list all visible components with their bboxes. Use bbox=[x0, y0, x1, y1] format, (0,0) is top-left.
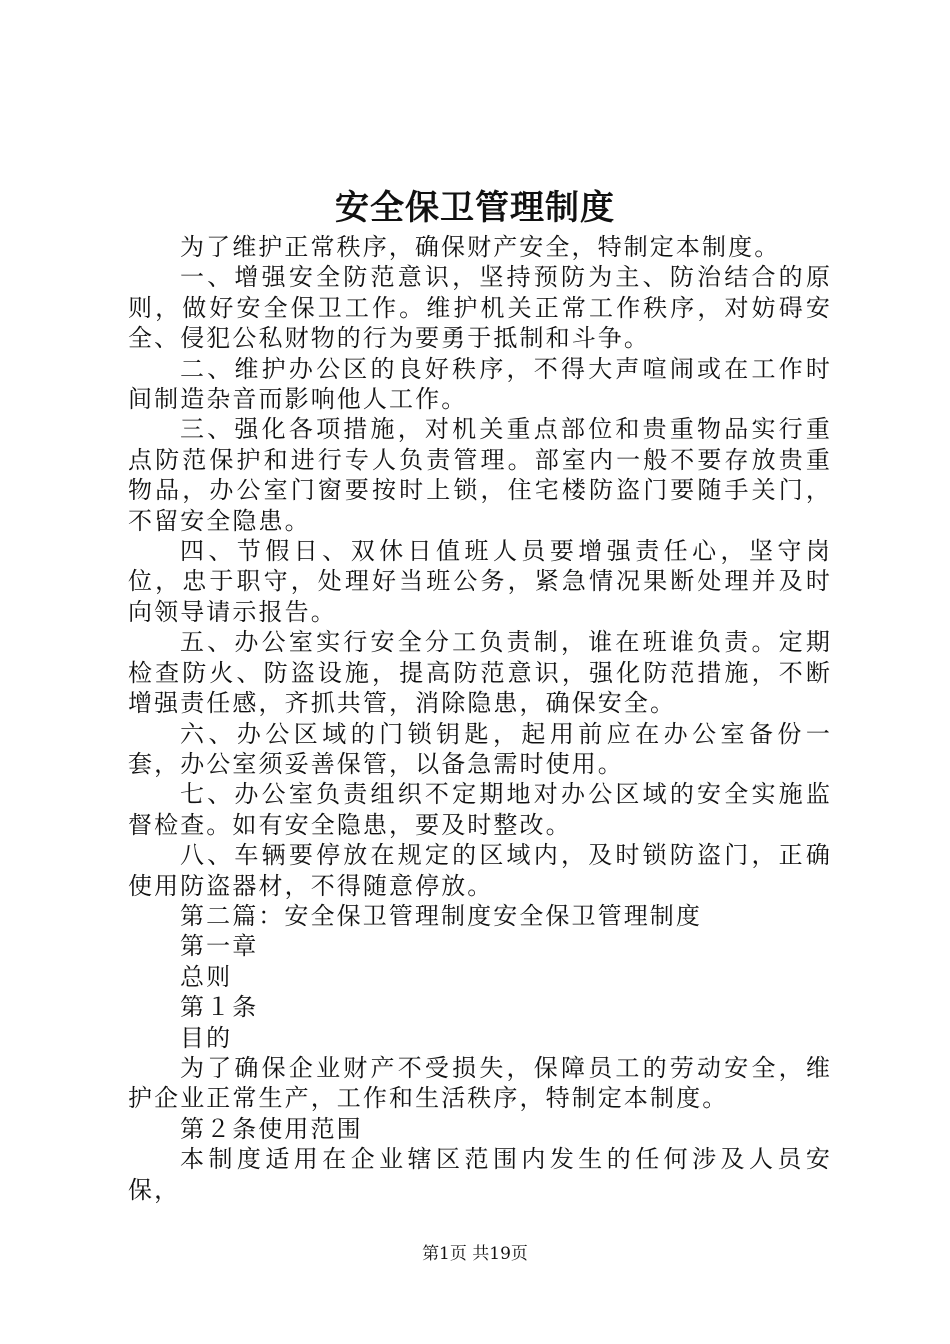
paragraph-intro: 为了维护正常秩序，确保财产安全，特制定本制度。 bbox=[180, 233, 781, 261]
paragraph-4: 四、节假日、双休日值班人员要增强责任心，坚守岗位，忠于职守，处理好当班公务，紧急情况果断处理并及时向领导请示报告。 bbox=[128, 537, 832, 626]
paragraph-3: 三、强化各项措施，对机关重点部位和贵重物品实行重点防范保护和进行专人负责管理。部室内一般不要存放贵重物品，办公室门窗要按时上锁，住宅楼防盗门要随手关门，不留安全隐患。 bbox=[128, 415, 832, 535]
paragraph-8: 八、车辆要停放在规定的区域内，及时锁防盗门，正确使用防盗器材，不得随意停放。 bbox=[128, 841, 832, 900]
article-1-number: 第１条 bbox=[180, 993, 259, 1022]
page-footer: 第1页 共19页 bbox=[422, 1244, 528, 1264]
paragraph-2: 二、维护办公区的良好秩序，不得大声喧闹或在工作时间制造杂音而影响他人工作。 bbox=[128, 354, 832, 414]
chapter-heading: 第一章 bbox=[180, 932, 259, 961]
paragraph-5: 五、办公室实行安全分工负责制，谁在班谁负责。定期检查防火、防盗设施，提高防范意识，强化防范措施，不断增强责任感，齐抓共管，消除隐患，确保安全。 bbox=[128, 628, 832, 718]
section-heading-part-two: 第二篇：安全保卫管理制度安全保卫管理制度 bbox=[180, 901, 702, 930]
paragraph-6: 六、办公区域的门锁钥匙，起用前应在办公室备份一套，办公室须妥善保管，以备急需时使用。 bbox=[128, 719, 832, 778]
paragraph-7: 七、办公室负责组织不定期地对办公区域的安全实施监督检查。如有安全隐患，要及时整改。 bbox=[128, 780, 832, 839]
chapter-title: 总则 bbox=[180, 962, 233, 991]
document-body bbox=[128, 232, 832, 1205]
article-1-body: 为了确保企业财产不受损失，保障员工的劳动安全，维护企业正常生产，工作和生活秩序，特制定本制度。 bbox=[128, 1053, 832, 1113]
article-2-heading: 第２条使用范围 bbox=[180, 1114, 363, 1143]
article-1-title: 目的 bbox=[180, 1023, 233, 1052]
paragraph-1: 一、增强安全防范意识，坚持预防为主、防治结合的原则，做好安全保卫工作。维护机关正常工作秩序，对妨碍安全、侵犯公私财物的行为要勇于抵制和斗争。 bbox=[128, 263, 832, 353]
document-title: 安全保卫管理制度 bbox=[335, 188, 615, 228]
article-2-body: 本制度适用在企业辖区范围内发生的任何涉及人员安保， bbox=[128, 1145, 832, 1204]
